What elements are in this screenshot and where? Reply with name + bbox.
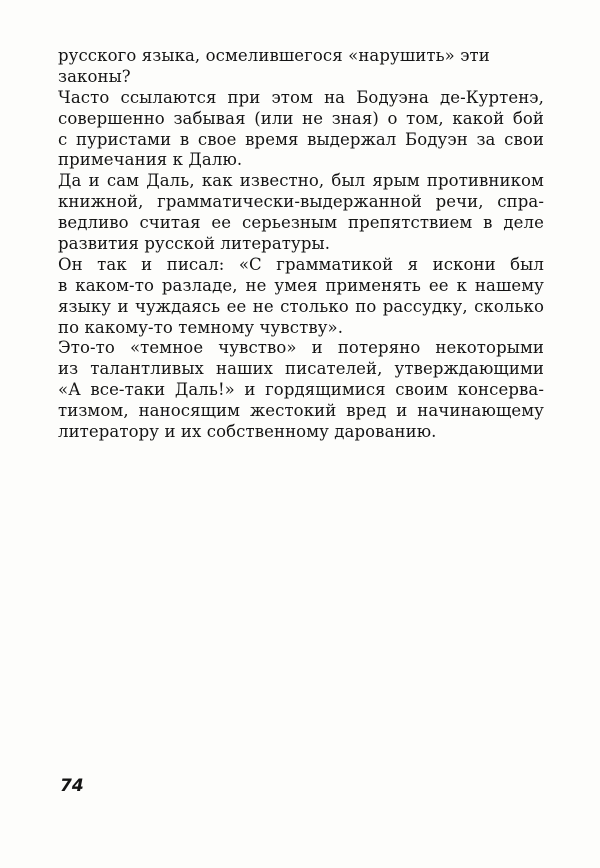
text-line: законы?: [58, 66, 131, 86]
text-line: «А все-таки Даль!» и гордящимися своим консерва-: [58, 380, 544, 400]
text-line: русского языка, осмелившегося «нарушить» эти: [58, 46, 490, 65]
text-line: с пуристами в свое время выдержал Бодуэн за свои: [58, 129, 544, 149]
text-line: совершенно забывая (или не зная) о том, какой бой: [58, 108, 544, 128]
text-line: в каком-то разладе, не умея применять ее к нашему: [58, 275, 544, 295]
text-line: по какому-то темному чувству».: [58, 317, 344, 337]
text-line: Он так и писал: «С грамматикой я искони был: [58, 254, 544, 274]
text-line: тизмом, наносящим жестокий вред и начинающему: [58, 401, 544, 421]
text-line: книжной, грамматически-выдержанной речи, спра-: [58, 192, 544, 212]
text-line: Да и сам Даль, как известно, был ярым противником: [58, 171, 544, 191]
text-line: из талантливых наших писателей, утверждающими: [58, 359, 544, 379]
page-number: 74: [60, 776, 84, 796]
text-line: Часто ссылаются при этом на Бодуэна де-Куртенэ,: [58, 87, 544, 107]
text-line: ведливо считая ее серьезным препятствием в деле: [58, 213, 544, 233]
text-line: Это-то «темное чувство» и потеряно некоторыми: [58, 338, 544, 358]
text-line: развития русской литературы.: [58, 234, 331, 254]
body-text: [58, 46, 544, 443]
text-line: языку и чуждаясь ее не столько по рассудку, сколько: [58, 296, 544, 316]
text-line: примечания к Далю.: [58, 150, 243, 170]
text-line: литератору и их собственному дарованию.: [58, 422, 437, 442]
